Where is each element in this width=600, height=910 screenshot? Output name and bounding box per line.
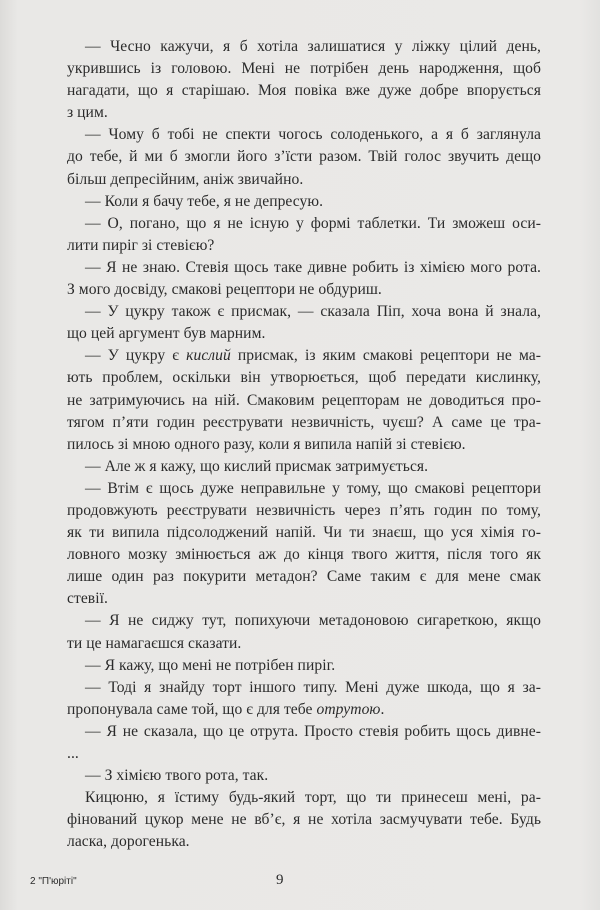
text-line xyxy=(67,699,541,721)
text-segment: продовжують реєструвати незвичність через п’ять годин по тому, xyxy=(67,501,541,519)
text-line xyxy=(67,323,541,345)
text-segment: — Але ж я кажу, що кислий присмак затримується. xyxy=(85,457,429,475)
text-segment: що цей аргумент був марним. xyxy=(67,325,266,343)
text-line xyxy=(67,279,541,301)
text-segment: нагадати, що я старішаю. Моя повіка вже дуже добре впорується xyxy=(67,82,541,100)
text-line xyxy=(67,500,541,522)
text-line xyxy=(67,146,541,168)
text-segment: — У цукру також є присмак, — сказала Піп, хоча вона й знала, xyxy=(85,303,541,321)
text-segment: ... xyxy=(67,745,79,762)
printer-signature-mark: 2 "П'юріті" xyxy=(30,876,77,887)
text-line xyxy=(67,124,541,146)
text-line xyxy=(67,809,541,831)
text-segment: — Чесно кажучи, я б хотіла залишатися у ліжку цілий день, xyxy=(85,38,541,55)
text-segment: до тебе, й ми б змогли його з’їсти разом. Твій голос звучить дещо xyxy=(67,148,541,166)
text-segment: — З хімією твого рота, так. xyxy=(85,767,269,785)
text-line xyxy=(67,588,541,610)
text-segment: Кицюню, я їстиму будь-який торт, що ти принесеш мені, ра- xyxy=(85,789,541,807)
text-segment: — Я кажу, що мені не потрібен пиріг. xyxy=(85,656,336,674)
text-segment: — Коли я бачу тебе, я не депресую. xyxy=(85,192,324,210)
text-line xyxy=(67,412,541,434)
text-line xyxy=(67,831,541,853)
page-number: 9 xyxy=(276,872,284,888)
text-segment: ловного мозку змінюється аж до кінця твого життя, після того як xyxy=(67,546,541,564)
text-line xyxy=(67,390,541,412)
text-line xyxy=(67,257,541,279)
text-line xyxy=(67,544,541,566)
text-line xyxy=(67,655,541,677)
text-segment: не затримуючись на ній. Смаковим рецепторам не доводиться про- xyxy=(67,391,541,409)
text-line xyxy=(67,80,541,102)
text-line xyxy=(67,58,541,80)
text-segment: як ти випила підсолоджений напій. Чи ти знаєш, що уся хімія го- xyxy=(67,524,541,542)
text-line xyxy=(67,301,541,323)
text-segment: ють проблем, оскільки він утворюється, щоб передати кислинку, xyxy=(67,369,541,387)
text-segment: — Я не сказала, що це отрута. Просто стевія робить щось дивне- xyxy=(85,722,541,740)
text-line xyxy=(67,677,541,699)
text-line xyxy=(67,522,541,544)
text-segment: присмак, із яким смакові рецептори не ма- xyxy=(230,347,541,365)
text-segment: з цим. xyxy=(67,104,108,122)
text-line xyxy=(67,36,541,58)
text-segment: — Тоді я знайду торт іншого типу. Мені дуже шкода, що я за- xyxy=(85,678,541,696)
text-segment: — У цукру є xyxy=(85,347,187,365)
text-line xyxy=(67,102,541,124)
text-segment: пропонувала саме той, що є для тебе xyxy=(67,700,317,718)
text-line xyxy=(67,721,541,743)
text-line xyxy=(67,787,541,809)
text-segment: — Я не знаю. Стевія щось таке дивне робить із хімією мого рота. xyxy=(85,258,541,276)
text-line xyxy=(67,610,541,632)
text-segment: фінований цукор мене не вб’є, я не хотіла засмучувати тебе. Будь xyxy=(67,811,541,829)
text-segment: . xyxy=(380,700,385,718)
text-segment: лише один раз покурити метадон? Саме таким є для мене смак xyxy=(67,568,541,586)
text-line xyxy=(67,235,541,257)
text-segment: З мого досвіду, смакові рецептори не обдуриш. xyxy=(67,281,382,299)
text-segment: стевії. xyxy=(67,590,108,608)
body-text xyxy=(67,36,541,853)
italic-text: отрутою xyxy=(316,700,381,718)
text-line xyxy=(67,633,541,655)
text-line xyxy=(67,191,541,213)
text-line xyxy=(67,169,541,191)
text-line xyxy=(67,345,541,367)
text-segment: — О, погано, що я не існую у формі таблетки. Ти зможеш оси- xyxy=(85,214,541,232)
text-segment: ласка, дорогенька. xyxy=(67,833,190,851)
text-segment: пилось зі мною одного разу, коли я випила напій зі стевією. xyxy=(67,435,466,453)
text-segment: укрившись із головою. Мені не потрібен день народження, щоб xyxy=(67,60,541,78)
text-segment: більш депресійним, аніж звичайно. xyxy=(67,170,304,188)
text-segment: — Я не сиджу тут, попихуючи метадоновою сигареткою, якщо xyxy=(85,612,541,630)
text-segment: тягом п’яти годин реєструвати незвичність, чуєш? А саме це тра- xyxy=(67,413,541,431)
text-line xyxy=(67,566,541,588)
text-line xyxy=(67,434,541,456)
text-segment: — Втім є щось дуже неправильне у тому, що смакові рецептори xyxy=(85,479,541,497)
text-segment: ти це намагаєшся сказати. xyxy=(67,634,242,652)
text-line xyxy=(67,456,541,478)
text-segment: лити пиріг зі стевією? xyxy=(67,236,215,254)
italic-text: кислий xyxy=(186,347,231,365)
text-line xyxy=(67,765,541,787)
text-line xyxy=(67,367,541,389)
text-segment: — Чому б тобі не спекти чогось солоденького, а я б заглянула xyxy=(85,126,541,144)
text-line xyxy=(67,478,541,500)
text-line xyxy=(67,213,541,235)
text-line xyxy=(67,743,541,765)
